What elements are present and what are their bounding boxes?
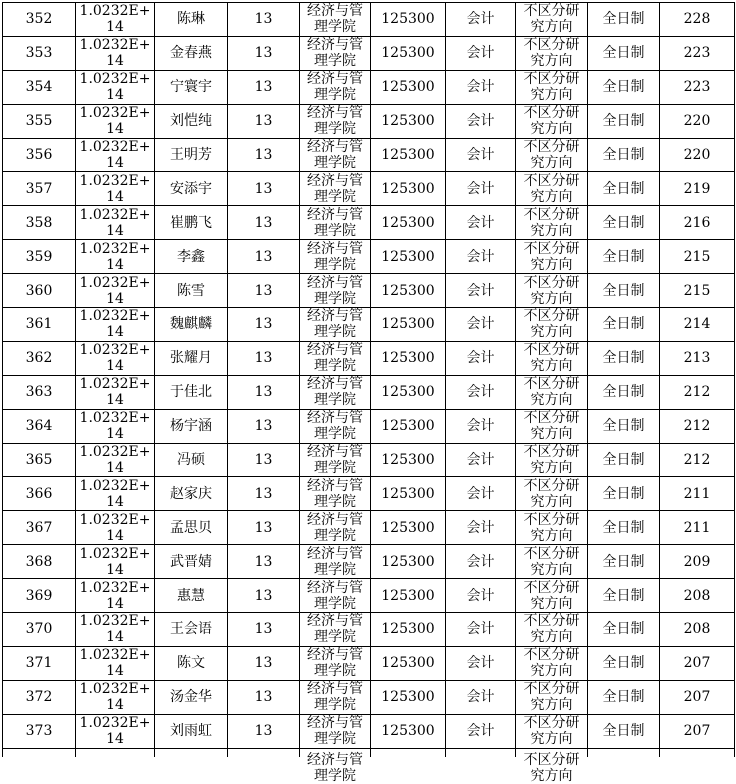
- cell-candidate-id: 1.0232E+14: [76, 36, 155, 70]
- cell-seq: [3, 748, 76, 757]
- cell-study-type: 全日制: [588, 511, 660, 545]
- cell-research-direction: 不区分研究方向: [516, 70, 588, 104]
- cell-score: 212: [660, 443, 735, 477]
- cell-dept-code: 13: [228, 240, 300, 274]
- cell-study-type: 全日制: [588, 206, 660, 240]
- cell-score: 215: [660, 274, 735, 308]
- cell-major: 会计: [446, 409, 516, 443]
- cell-college: 经济与管理学院: [300, 680, 371, 714]
- cell-college: 经济与管理学院: [300, 646, 371, 680]
- cell-score: 214: [660, 308, 735, 342]
- cell-candidate-id: 1.0232E+14: [76, 545, 155, 579]
- cell-score: 211: [660, 477, 735, 511]
- cell-major-code: 125300: [371, 36, 446, 70]
- cell-candidate-id: [76, 748, 155, 757]
- table-row: [3, 545, 735, 579]
- cell-score: 207: [660, 680, 735, 714]
- cell-score: 219: [660, 172, 735, 206]
- cell-candidate-id: 1.0232E+14: [76, 240, 155, 274]
- cell-college: 经济与管理学院: [300, 104, 371, 138]
- cell-name: 魏麒麟: [155, 308, 228, 342]
- cell-name: 惠慧: [155, 579, 228, 613]
- cell-dept-code: 13: [228, 680, 300, 714]
- cell-research-direction: 不区分研究方向: [516, 206, 588, 240]
- cell-major: 会计: [446, 104, 516, 138]
- cell-major-code: 125300: [371, 206, 446, 240]
- cell-candidate-id: 1.0232E+14: [76, 70, 155, 104]
- table-row-partial: [3, 748, 735, 757]
- table-row: [3, 613, 735, 647]
- cell-study-type: 全日制: [588, 274, 660, 308]
- cell-candidate-id: 1.0232E+14: [76, 274, 155, 308]
- cell-research-direction: 不区分研究方向: [516, 680, 588, 714]
- clipped-cell-text: [591, 749, 656, 757]
- cell-name: 孟思贝: [155, 511, 228, 545]
- cell-major: 会计: [446, 341, 516, 375]
- cell-name: 冯硕: [155, 443, 228, 477]
- cell-research-direction: 不区分研究方向: [516, 613, 588, 647]
- cell-dept-code: 13: [228, 613, 300, 647]
- cell-candidate-id: 1.0232E+14: [76, 206, 155, 240]
- cell-college: 经济与管理学院: [300, 36, 371, 70]
- cell-research-direction: [516, 748, 588, 784]
- cell-study-type: 全日制: [588, 36, 660, 70]
- cell-dept-code: 13: [228, 104, 300, 138]
- cell-seq: 354: [3, 70, 76, 104]
- cell-major: 会计: [446, 680, 516, 714]
- cell-dept-code: 13: [228, 579, 300, 613]
- cell-name: 刘雨虹: [155, 714, 228, 748]
- table-row: [3, 477, 735, 511]
- cell-major: 会计: [446, 477, 516, 511]
- cell-research-direction: 不区分研究方向: [516, 172, 588, 206]
- cell-dept-code: 13: [228, 477, 300, 511]
- table-row: [3, 646, 735, 680]
- cell-score: 208: [660, 613, 735, 647]
- cell-candidate-id: 1.0232E+14: [76, 138, 155, 172]
- cell-major-code: 125300: [371, 274, 446, 308]
- clipped-cell-text: [6, 749, 72, 757]
- cell-name: 崔鹏飞: [155, 206, 228, 240]
- cell-candidate-id: 1.0232E+14: [76, 680, 155, 714]
- table-row: [3, 341, 735, 375]
- cell-major: 会计: [446, 36, 516, 70]
- cell-dept-code: 13: [228, 341, 300, 375]
- cell-seq: 367: [3, 511, 76, 545]
- cell-college: 经济与管理学院: [300, 274, 371, 308]
- cell-score: 208: [660, 579, 735, 613]
- cell-candidate-id: 1.0232E+14: [76, 646, 155, 680]
- cell-research-direction: 不区分研究方向: [516, 579, 588, 613]
- cell-major: 会计: [446, 206, 516, 240]
- cell-score: 223: [660, 70, 735, 104]
- cell-dept-code: 13: [228, 409, 300, 443]
- cell-dept-code: 13: [228, 36, 300, 70]
- cell-major-code: 125300: [371, 443, 446, 477]
- cell-major-code: 125300: [371, 308, 446, 342]
- cell-seq: 363: [3, 375, 76, 409]
- cell-candidate-id: 1.0232E+14: [76, 341, 155, 375]
- cell-seq: 362: [3, 341, 76, 375]
- cell-research-direction: 不区分研究方向: [516, 477, 588, 511]
- cell-seq: 373: [3, 714, 76, 748]
- cell-study-type: 全日制: [588, 545, 660, 579]
- cell-major-code: 125300: [371, 579, 446, 613]
- cell-score: 212: [660, 375, 735, 409]
- cell-college: 经济与管理学院: [300, 206, 371, 240]
- cell-major: 会计: [446, 375, 516, 409]
- clipped-cell-text: [374, 749, 442, 757]
- cell-major: 会计: [446, 579, 516, 613]
- cell-name: 陈琳: [155, 3, 228, 37]
- table-row: [3, 680, 735, 714]
- cell-major-code: 125300: [371, 138, 446, 172]
- cell-dept-code: 13: [228, 714, 300, 748]
- cell-dept-code: 13: [228, 545, 300, 579]
- cell-major-code: 125300: [371, 646, 446, 680]
- table-row: [3, 579, 735, 613]
- cell-study-type: 全日制: [588, 613, 660, 647]
- cell-research-direction: 不区分研究方向: [516, 240, 588, 274]
- cell-dept-code: 13: [228, 3, 300, 37]
- cell-candidate-id: 1.0232E+14: [76, 172, 155, 206]
- cell-college: 经济与管理学院: [300, 477, 371, 511]
- cell-study-type: 全日制: [588, 240, 660, 274]
- cell-study-type: 全日制: [588, 646, 660, 680]
- cell-name: 金春燕: [155, 36, 228, 70]
- cell-name: [155, 748, 228, 757]
- cell-study-type: 全日制: [588, 680, 660, 714]
- cell-research-direction: 不区分研究方向: [516, 308, 588, 342]
- cell-name: 王明芳: [155, 138, 228, 172]
- cell-score: 215: [660, 240, 735, 274]
- cell-name: 于佳北: [155, 375, 228, 409]
- cell-major-code: 125300: [371, 341, 446, 375]
- table-row: [3, 443, 735, 477]
- cell-major: 会计: [446, 613, 516, 647]
- cell-candidate-id: 1.0232E+14: [76, 579, 155, 613]
- cell-major: 会计: [446, 70, 516, 104]
- cell-college: 经济与管理学院: [300, 613, 371, 647]
- cell-dept-code: 13: [228, 646, 300, 680]
- cell-name: 安添宇: [155, 172, 228, 206]
- table-row: [3, 70, 735, 104]
- cell-dept-code: 13: [228, 511, 300, 545]
- cell-research-direction: 不区分研究方向: [516, 545, 588, 579]
- cell-research-direction: 不区分研究方向: [516, 274, 588, 308]
- cell-research-direction: 不区分研究方向: [516, 714, 588, 748]
- cell-study-type: 全日制: [588, 70, 660, 104]
- cell-study-type: [588, 748, 660, 757]
- clipped-cell-text: [663, 749, 731, 757]
- cell-major-code: 125300: [371, 104, 446, 138]
- cell-dept-code: 13: [228, 172, 300, 206]
- cell-major: 会计: [446, 511, 516, 545]
- cell-score: 228: [660, 3, 735, 37]
- cell-score: [660, 748, 735, 757]
- cell-college: 经济与管理学院: [300, 714, 371, 748]
- cell-score: 209: [660, 545, 735, 579]
- cell-major-code: 125300: [371, 477, 446, 511]
- cell-seq: 372: [3, 680, 76, 714]
- cell-major-code: 125300: [371, 409, 446, 443]
- cell-seq: 366: [3, 477, 76, 511]
- cell-college: 经济与管理学院: [300, 511, 371, 545]
- cell-major: 会计: [446, 646, 516, 680]
- cell-study-type: 全日制: [588, 308, 660, 342]
- cell-college: 经济与管理学院: [300, 545, 371, 579]
- cell-college: 经济与管理学院: [300, 341, 371, 375]
- cell-major-code: 125300: [371, 240, 446, 274]
- cell-research-direction: 不区分研究方向: [516, 375, 588, 409]
- cell-name: 陈雪: [155, 274, 228, 308]
- cell-major-code: 125300: [371, 70, 446, 104]
- clipped-cell-text: 不区分研究方向: [523, 751, 580, 784]
- cell-seq: 361: [3, 308, 76, 342]
- table-row: [3, 104, 735, 138]
- cell-name: 武晋婧: [155, 545, 228, 579]
- cell-candidate-id: 1.0232E+14: [76, 409, 155, 443]
- cell-candidate-id: 1.0232E+14: [76, 477, 155, 511]
- cell-college: 经济与管理学院: [300, 3, 371, 37]
- cell-name: 刘恺纯: [155, 104, 228, 138]
- table-row: [3, 3, 735, 37]
- cell-study-type: 全日制: [588, 714, 660, 748]
- cell-dept-code: 13: [228, 308, 300, 342]
- cell-name: 王会语: [155, 613, 228, 647]
- cell-major-code: [371, 748, 446, 757]
- cell-dept-code: [228, 748, 300, 757]
- cell-college: 经济与管理学院: [300, 443, 371, 477]
- cell-candidate-id: 1.0232E+14: [76, 714, 155, 748]
- cell-study-type: 全日制: [588, 579, 660, 613]
- cell-seq: 369: [3, 579, 76, 613]
- cell-major: 会计: [446, 714, 516, 748]
- cell-seq: 371: [3, 646, 76, 680]
- cell-name: 汤金华: [155, 680, 228, 714]
- cell-seq: 365: [3, 443, 76, 477]
- table-row: [3, 240, 735, 274]
- cell-seq: 353: [3, 36, 76, 70]
- cell-research-direction: 不区分研究方向: [516, 443, 588, 477]
- clipped-cell-text: [158, 749, 224, 757]
- cell-major: 会计: [446, 274, 516, 308]
- cell-dept-code: 13: [228, 138, 300, 172]
- cell-seq: 355: [3, 104, 76, 138]
- cell-college: 经济与管理学院: [300, 240, 371, 274]
- cell-research-direction: 不区分研究方向: [516, 3, 588, 37]
- table-row: [3, 409, 735, 443]
- cell-major: 会计: [446, 545, 516, 579]
- cell-candidate-id: 1.0232E+14: [76, 3, 155, 37]
- cell-candidate-id: 1.0232E+14: [76, 308, 155, 342]
- cell-name: 赵家庆: [155, 477, 228, 511]
- cell-research-direction: 不区分研究方向: [516, 104, 588, 138]
- cell-dept-code: 13: [228, 443, 300, 477]
- cell-study-type: 全日制: [588, 375, 660, 409]
- cell-candidate-id: 1.0232E+14: [76, 443, 155, 477]
- cell-major: 会计: [446, 240, 516, 274]
- cell-score: 211: [660, 511, 735, 545]
- cell-name: 陈文: [155, 646, 228, 680]
- table-row: [3, 206, 735, 240]
- cell-dept-code: 13: [228, 375, 300, 409]
- cell-research-direction: 不区分研究方向: [516, 511, 588, 545]
- cell-major: 会计: [446, 308, 516, 342]
- cell-major-code: 125300: [371, 613, 446, 647]
- cell-research-direction: 不区分研究方向: [516, 36, 588, 70]
- cell-major-code: 125300: [371, 714, 446, 748]
- table-body: [3, 3, 735, 784]
- table-row: [3, 375, 735, 409]
- cell-seq: 370: [3, 613, 76, 647]
- table-row: [3, 308, 735, 342]
- clipped-cell-text: 经济与管理学院: [307, 751, 363, 784]
- cell-seq: 368: [3, 545, 76, 579]
- cell-college: 经济与管理学院: [300, 409, 371, 443]
- cell-score: 212: [660, 409, 735, 443]
- cell-college: [300, 748, 371, 784]
- cell-score: 207: [660, 646, 735, 680]
- cell-major-code: 125300: [371, 172, 446, 206]
- cell-seq: 360: [3, 274, 76, 308]
- cell-name: 李鑫: [155, 240, 228, 274]
- cell-research-direction: 不区分研究方向: [516, 646, 588, 680]
- cell-research-direction: 不区分研究方向: [516, 409, 588, 443]
- cell-college: 经济与管理学院: [300, 138, 371, 172]
- cell-candidate-id: 1.0232E+14: [76, 613, 155, 647]
- cell-dept-code: 13: [228, 70, 300, 104]
- cell-seq: 356: [3, 138, 76, 172]
- cell-major-code: 125300: [371, 680, 446, 714]
- cell-study-type: 全日制: [588, 172, 660, 206]
- cell-college: 经济与管理学院: [300, 70, 371, 104]
- clipped-cell-text: [449, 749, 512, 757]
- cell-study-type: 全日制: [588, 477, 660, 511]
- cell-score: 207: [660, 714, 735, 748]
- cell-major-code: 125300: [371, 545, 446, 579]
- cell-major: 会计: [446, 3, 516, 37]
- table-row: [3, 138, 735, 172]
- clipped-cell-text: [231, 749, 296, 757]
- admission-results-table: [2, 2, 735, 784]
- cell-candidate-id: 1.0232E+14: [76, 375, 155, 409]
- cell-major: 会计: [446, 443, 516, 477]
- cell-candidate-id: 1.0232E+14: [76, 511, 155, 545]
- cell-study-type: 全日制: [588, 104, 660, 138]
- cell-study-type: 全日制: [588, 138, 660, 172]
- cell-major: [446, 748, 516, 757]
- cell-name: 张耀月: [155, 341, 228, 375]
- cell-score: 220: [660, 104, 735, 138]
- cell-name: 宁寰宇: [155, 70, 228, 104]
- cell-seq: 364: [3, 409, 76, 443]
- cell-dept-code: 13: [228, 206, 300, 240]
- cell-major-code: 125300: [371, 511, 446, 545]
- table-row: [3, 172, 735, 206]
- cell-study-type: 全日制: [588, 443, 660, 477]
- cell-seq: 352: [3, 3, 76, 37]
- cell-major-code: 125300: [371, 3, 446, 37]
- cell-college: 经济与管理学院: [300, 172, 371, 206]
- cell-college: 经济与管理学院: [300, 375, 371, 409]
- cell-research-direction: 不区分研究方向: [516, 341, 588, 375]
- cell-dept-code: 13: [228, 274, 300, 308]
- cell-score: 223: [660, 36, 735, 70]
- table-row: [3, 714, 735, 748]
- clipped-cell-text: [79, 749, 151, 757]
- cell-study-type: 全日制: [588, 341, 660, 375]
- cell-major: 会计: [446, 172, 516, 206]
- cell-major: 会计: [446, 138, 516, 172]
- cell-score: 213: [660, 341, 735, 375]
- cell-research-direction: 不区分研究方向: [516, 138, 588, 172]
- cell-seq: 357: [3, 172, 76, 206]
- cell-candidate-id: 1.0232E+14: [76, 104, 155, 138]
- table-row: [3, 274, 735, 308]
- cell-score: 216: [660, 206, 735, 240]
- cell-study-type: 全日制: [588, 3, 660, 37]
- cell-seq: 358: [3, 206, 76, 240]
- cell-score: 220: [660, 138, 735, 172]
- cell-college: 经济与管理学院: [300, 308, 371, 342]
- cell-seq: 359: [3, 240, 76, 274]
- table-row: [3, 511, 735, 545]
- cell-college: 经济与管理学院: [300, 579, 371, 613]
- cell-study-type: 全日制: [588, 409, 660, 443]
- cell-name: 杨宇涵: [155, 409, 228, 443]
- table-row: [3, 36, 735, 70]
- cell-major-code: 125300: [371, 375, 446, 409]
